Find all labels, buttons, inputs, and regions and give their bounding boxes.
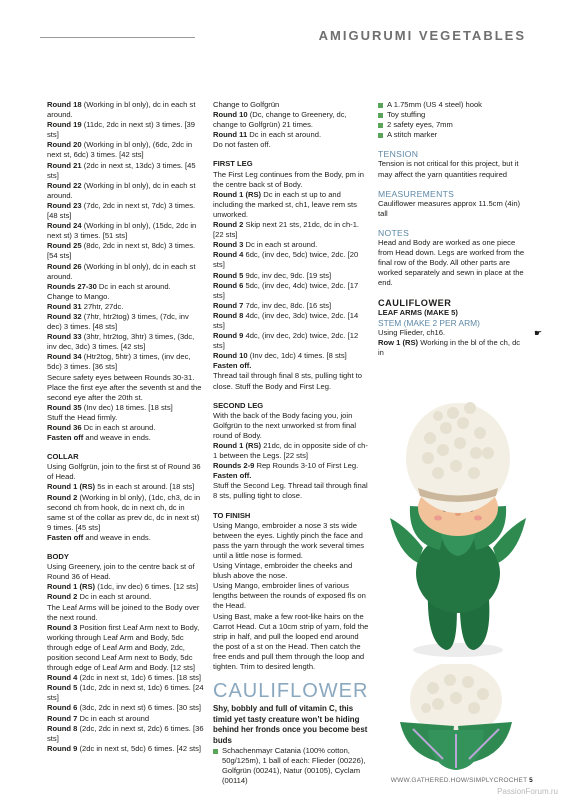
round-text: (3htr, htr2tog, 3htr) 3 times, (3dc, inv dec, 3dc) 3 times. [42 sts] <box>47 332 195 352</box>
instruction-line <box>47 714 205 724</box>
tension-text: Tension is not critical for this project, but it may affect the yarn quantities required <box>378 159 519 179</box>
instruction-line <box>213 281 371 301</box>
round-label: Round 8 <box>47 723 78 733</box>
instruction-line: Using Mango, embroider lines of various lengths between the rounds of exposed fls on the Head. <box>213 581 366 611</box>
round-label: Round 22 <box>47 180 82 190</box>
bullet-item: A stitch marker <box>378 130 528 140</box>
round-label: Fasten off. <box>213 471 252 481</box>
instruction-line <box>47 373 205 403</box>
round-label: Rounds 2-9 <box>213 461 255 471</box>
instruction-line <box>213 140 371 150</box>
leaf-arms-heading: LEAF ARMS (MAKE 5) <box>378 307 458 317</box>
round-label: Round 3 <box>47 622 78 632</box>
round-text: Using Golfgrün, join to the first st of Round 36 of Head. <box>47 462 201 482</box>
instruction-line <box>47 623 205 673</box>
round-label: Round 11 <box>213 130 248 140</box>
instruction-line <box>213 371 371 391</box>
round-label: Round 4 <box>47 673 78 683</box>
head-rounds <box>47 100 205 443</box>
round-text: Change to Golfgrün <box>213 100 280 109</box>
instruction-line <box>47 100 205 120</box>
instruction-line <box>213 110 371 130</box>
round-text: (7htr, htr2tog) 3 times, (7dc, inv dec) 3 times. [48 sts] <box>47 311 189 332</box>
round-text: The Leaf Arms will be joined to the Body over the next round. <box>47 602 200 622</box>
measurements-text: Cauliflower measures approx 11.5cm (4in) tall <box>378 198 521 218</box>
row-label: Row 1 (RS) <box>378 337 419 347</box>
body-heading: BODY <box>47 552 69 562</box>
round-text: Do not fasten off. <box>213 140 271 150</box>
watermark: PassionForum.ru <box>497 787 558 796</box>
instruction-line <box>47 403 205 413</box>
round-label: Round 32 <box>47 311 82 321</box>
round-text: Dc in each st up to and including the marked st, ch1, leave rem sts unworked. <box>213 189 357 219</box>
round-text: Stuff the Second Leg. Thread tail through final 8 sts, pulling tight to close. <box>213 481 368 501</box>
round-label: Round 1 (RS) <box>213 441 262 450</box>
collar-instructions <box>47 462 205 543</box>
round-text: (Inv dec, 1dc) 4 times. [8 sts] <box>247 351 347 361</box>
round-text: 5dc, (inv dec, 4dc) twice, 2dc. [17 sts] <box>213 280 359 300</box>
round-text: 7dc, inv dec, 8dc. [16 sts] <box>243 300 332 310</box>
round-label: Round 21 <box>47 160 82 170</box>
round-label: Round 24 <box>47 221 82 231</box>
instruction-line <box>213 130 371 140</box>
instruction-line <box>47 161 205 181</box>
round-text: (8dc, 2dc in next st, 8dc) 3 times. [54 sts] <box>47 241 196 261</box>
round-label: Round 10 <box>213 110 248 120</box>
round-label: Round 1 (RS) <box>47 582 96 592</box>
instruction-line <box>213 311 371 331</box>
instruction-line <box>47 201 205 221</box>
bullet-item: 2 safety eyes, 7mm <box>378 120 528 130</box>
instruction-line <box>213 301 371 311</box>
instruction-line <box>47 724 205 744</box>
round-text: and weave in ends. <box>83 433 151 443</box>
stem-heading: STEM (MAKE 2 PER ARM) <box>378 317 480 328</box>
to-finish-heading: TO FINISH <box>213 510 251 520</box>
round-text: Rep Rounds 3-10 of First Leg. <box>254 461 359 471</box>
round-text: With the back of the Body facing you, join Golfgrün to the next unworked st from final round of Body. <box>213 410 357 440</box>
round-text: 4dc, (inv dec, 2dc) twice, 2dc. [12 sts] <box>213 331 359 351</box>
round-text: (Working in bl only), dc in each st around. <box>47 261 196 281</box>
round-text: Dc in each st around <box>77 713 150 723</box>
round-label: Round 20 <box>47 140 82 150</box>
leaf-arms-row1 <box>378 338 528 358</box>
body-rounds-continued <box>213 100 371 150</box>
round-label: Round 34 <box>47 352 82 362</box>
tension-heading: TENSION <box>378 149 419 160</box>
instruction-line <box>213 461 371 471</box>
round-text: Dc in each st around. <box>247 130 322 140</box>
notes-heading: NOTES <box>378 227 410 238</box>
page-number: 5 <box>529 777 533 784</box>
bullet-item: Schachenmayr Catania (100% cotton, 50g/125m), 1 ball of each: Flieder (00226), Golfgrün (00241), Natur (00105), Cyclam (00114) <box>213 746 371 786</box>
round-text: (3dc, 2dc in next st) 6 times. [30 sts] <box>77 703 202 713</box>
instruction-line <box>47 120 205 140</box>
instruction-line <box>47 140 205 160</box>
round-text: Thread tail through final 8 sts, pulling tight to close. Stuff the Body and First Leg. <box>213 371 363 391</box>
round-label: Round 18 <box>47 100 82 109</box>
round-label: Round 2 <box>213 220 244 230</box>
body-instructions <box>47 562 205 754</box>
round-label: Round 10 <box>213 351 248 361</box>
round-label: Round 1 (RS) <box>213 189 262 199</box>
continue-arrow-icon: ☛ <box>534 328 543 338</box>
column-left <box>47 100 205 754</box>
round-label: Round 26 <box>47 261 82 271</box>
round-label: Round 36 <box>47 423 82 432</box>
round-text: The First Leg continues from the Body, pm in the centre back st of Body. <box>213 169 364 189</box>
cauliflower-photo-side <box>368 664 543 770</box>
instruction-line <box>213 240 371 250</box>
round-label: Round 7 <box>213 300 244 310</box>
instruction-line <box>47 241 205 261</box>
second-leg-heading: SECOND LEG <box>213 400 264 410</box>
column-middle <box>213 100 371 786</box>
instruction-line: Using Bast, make a few root-like hairs on the Carrot Head. Cut a 10cm strip of yarn, fold the strip in half, and pull the looped end around the post of a st on the Head. Then catch the free ends and pull them through the loop and tighten. Trim to desired length. <box>213 611 369 671</box>
page-header <box>0 28 566 48</box>
instruction-line <box>213 361 371 371</box>
round-label: Fasten off. <box>213 361 252 371</box>
instruction-line <box>47 703 205 713</box>
round-text: 9dc, inv dec, 9dc. [19 sts] <box>243 270 332 280</box>
instruction-line <box>213 250 371 270</box>
round-label: Round 9 <box>47 743 78 753</box>
round-label: Fasten off <box>47 532 84 542</box>
round-text: Stuff the Head firmly. <box>47 412 118 422</box>
instruction-line <box>47 302 205 312</box>
instruction-line <box>47 282 205 292</box>
bullet-item: A 1.75mm (US 4 steel) hook <box>378 100 528 110</box>
instruction-line <box>213 170 371 190</box>
round-label: Round 4 <box>213 250 244 260</box>
instruction-line <box>47 603 205 623</box>
instruction-line <box>47 352 205 372</box>
round-text: 5s in each st around. [18 sts] <box>95 482 195 492</box>
section-title: AMIGURUMI VEGETABLES <box>318 28 526 43</box>
round-label: Round 2 <box>47 492 78 502</box>
round-text: (11dc, 2dc in next st) 3 times. [39 sts] <box>47 120 196 140</box>
round-text: Secure safety eyes between Rounds 30-31. Place the first eye after the seventh st and the second eye after the 20th st. <box>47 372 202 402</box>
round-label: Round 3 <box>213 240 244 250</box>
round-text: (2dc, 2dc in next st, 2dc) 6 times. [36 sts] <box>47 723 204 743</box>
round-text: (Working in bl only), (1dc, ch3, dc in second ch from hook, dc in next ch, dc in same st of the collar as prev dc, dc in next st) 9 times. [45 sts] <box>47 492 201 532</box>
instruction-line <box>47 493 205 533</box>
round-text: (2dc in next st, 13dc) 3 times. [45 sts] <box>47 160 196 180</box>
instruction-line <box>213 220 371 240</box>
instruction-line <box>213 100 371 110</box>
round-text: (Htr2tog, 5htr) 3 times, (inv dec, 5dc) 3 times. [36 sts] <box>47 352 191 372</box>
round-label: Round 31 <box>47 301 82 311</box>
second-leg-instructions <box>213 411 371 502</box>
round-label: Round 33 <box>47 332 82 342</box>
round-label: Round 6 <box>47 703 78 713</box>
round-text: Skip next 21 sts, 21dc, dc in ch-1. [22 sts] <box>213 220 360 240</box>
instruction-line <box>47 673 205 683</box>
instruction-line <box>213 481 371 501</box>
materials-list <box>213 746 371 786</box>
to-finish-instructions <box>213 521 371 672</box>
round-label: Rounds 27-30 <box>47 281 97 291</box>
round-text: 27htr, 27dc. <box>81 301 124 311</box>
round-text: 21dc, dc in opposite side of ch-1 between the Legs. [22 sts] <box>213 441 368 461</box>
round-text: (1dc, 2dc in next st, 1dc) 6 times. [24 sts] <box>47 683 204 703</box>
header-rule <box>40 37 195 38</box>
round-text: (1dc, inv dec) 6 times. [12 sts] <box>95 582 199 592</box>
instruction-line <box>47 423 205 433</box>
round-label: Round 8 <box>213 310 244 320</box>
notes-text: Head and Body are worked as one piece from Head down. Legs are worked from the final row of the Body. All other parts are worked separately and sewn in place at the end. <box>378 238 525 288</box>
round-text: (Working in bl only), dc in each st around. <box>47 100 196 120</box>
instruction-line <box>47 181 205 201</box>
round-label: Round 7 <box>47 713 78 723</box>
round-text: Position first Leaf Arm next to Body, working through Leaf Arm and Body, 5dc through edge of Leaf Arm and Body, 2dc, position second Leaf Arm next to Body, 5dc through edge of Leaf Arm and Body. [12 sts] <box>47 622 200 673</box>
instruction-line <box>213 351 371 361</box>
round-text: and weave in ends. <box>83 532 151 542</box>
cauliflower-doll-illustration <box>368 358 543 663</box>
instruction-line <box>47 221 205 241</box>
row-text: Working in the bl of the ch, dc in <box>378 337 521 357</box>
round-label: Round 1 (RS) <box>47 482 96 492</box>
instruction-line <box>47 744 205 754</box>
round-text: (Working in bl only), (15dc, 2dc in next st) 3 times. [51 sts] <box>47 221 197 241</box>
cauliflower-photo-front <box>368 358 543 663</box>
round-label: Round 5 <box>213 270 244 280</box>
instruction-line <box>47 592 205 602</box>
first-leg-instructions <box>213 170 371 392</box>
round-text: (Working in bl only), (6dc, 2dc in next st, 6dc) 3 times. [42 sts] <box>47 140 193 160</box>
round-label: Round 35 <box>47 402 82 412</box>
round-text: (2dc in next st, 1dc) 6 times. [18 sts] <box>77 673 202 683</box>
round-text: 4dc, (inv dec, 3dc) twice, 2dc. [14 sts] <box>213 310 359 330</box>
leaf-arms-line1: Using Flieder, ch16. <box>378 327 446 337</box>
round-text: Dc in each st around. <box>77 592 152 602</box>
instruction-line <box>47 332 205 352</box>
pattern-intro: Shy, bobbly and full of vitamin C, this timid yet tasty creature won’t be hiding behind her fronds once you become best buds <box>213 704 368 745</box>
round-text: (7dc, 2dc in next st, 7dc) 3 times. [48 sts] <box>47 200 196 221</box>
measurements-heading: MEASUREMENTS <box>378 188 455 199</box>
instruction-line <box>213 441 371 461</box>
bullet-item: Toy stuffing <box>378 110 528 120</box>
instruction-line <box>47 562 205 582</box>
instruction-line <box>213 190 371 220</box>
instruction-line <box>47 413 205 423</box>
cauliflower-heading: CAULIFLOWER <box>378 297 452 308</box>
round-text: (2dc in next st, 5dc) 6 times. [42 sts] <box>77 743 202 753</box>
instruction-line: Using Mango, embroider a nose 3 sts wide between the eyes. Lightly pinch the face and pass the yarn through the work several times until a little nose is formed. <box>213 520 365 560</box>
instruction-line <box>47 292 205 302</box>
column-right <box>378 100 528 358</box>
instruction-line <box>47 533 205 543</box>
round-text: Dc in each st around. <box>243 240 318 250</box>
collar-heading: COLLAR <box>47 452 79 462</box>
round-label: Round 5 <box>47 683 78 693</box>
first-leg-heading: FIRST LEG <box>213 159 253 169</box>
round-text: Dc in each st around. <box>96 281 171 291</box>
instruction-line <box>47 262 205 282</box>
round-text: (Dc, change to Greenery, dc, change to Golfgrün) 21 times. <box>213 110 347 130</box>
instruction-line <box>47 462 205 482</box>
round-label: Round 25 <box>47 241 82 251</box>
instruction-line <box>47 433 205 443</box>
cauliflower-doll-closeup-illustration <box>368 664 543 770</box>
instruction-line <box>47 312 205 332</box>
round-text: (Inv dec) 18 times. [18 sts] <box>81 402 173 412</box>
pattern-title: CAULIFLOWER <box>213 680 369 703</box>
round-label: Round 23 <box>47 200 82 210</box>
instruction-line: Using Vintage, embroider the cheeks and blush above the nose. <box>213 561 353 581</box>
round-label: Fasten off <box>47 433 84 443</box>
instruction-line <box>213 471 371 481</box>
round-text: Dc in each st around. <box>81 423 156 432</box>
round-text: Using Greenery, join to the centre back st of Round 36 of Head. <box>47 562 195 582</box>
supplies-list <box>378 100 528 140</box>
footer-url: WWW.GATHERED.HOW/SIMPLYCROCHET <box>390 777 528 784</box>
instruction-line <box>47 582 205 592</box>
round-text: 6dc, (inv dec, 5dc) twice, 2dc. [20 sts] <box>213 250 359 270</box>
instruction-line <box>47 683 205 703</box>
instruction-line <box>47 482 205 492</box>
instruction-line <box>213 271 371 281</box>
round-text: Change to Mango. <box>47 291 110 301</box>
round-label: Round 19 <box>47 120 82 130</box>
instruction-line <box>213 331 371 351</box>
round-label: Round 6 <box>213 280 244 290</box>
round-text: (Working in bl only), dc in each st around. <box>47 180 196 200</box>
instruction-line <box>213 411 371 441</box>
round-label: Round 2 <box>47 592 78 602</box>
round-label: Round 9 <box>213 331 244 341</box>
page-footer <box>391 777 533 784</box>
